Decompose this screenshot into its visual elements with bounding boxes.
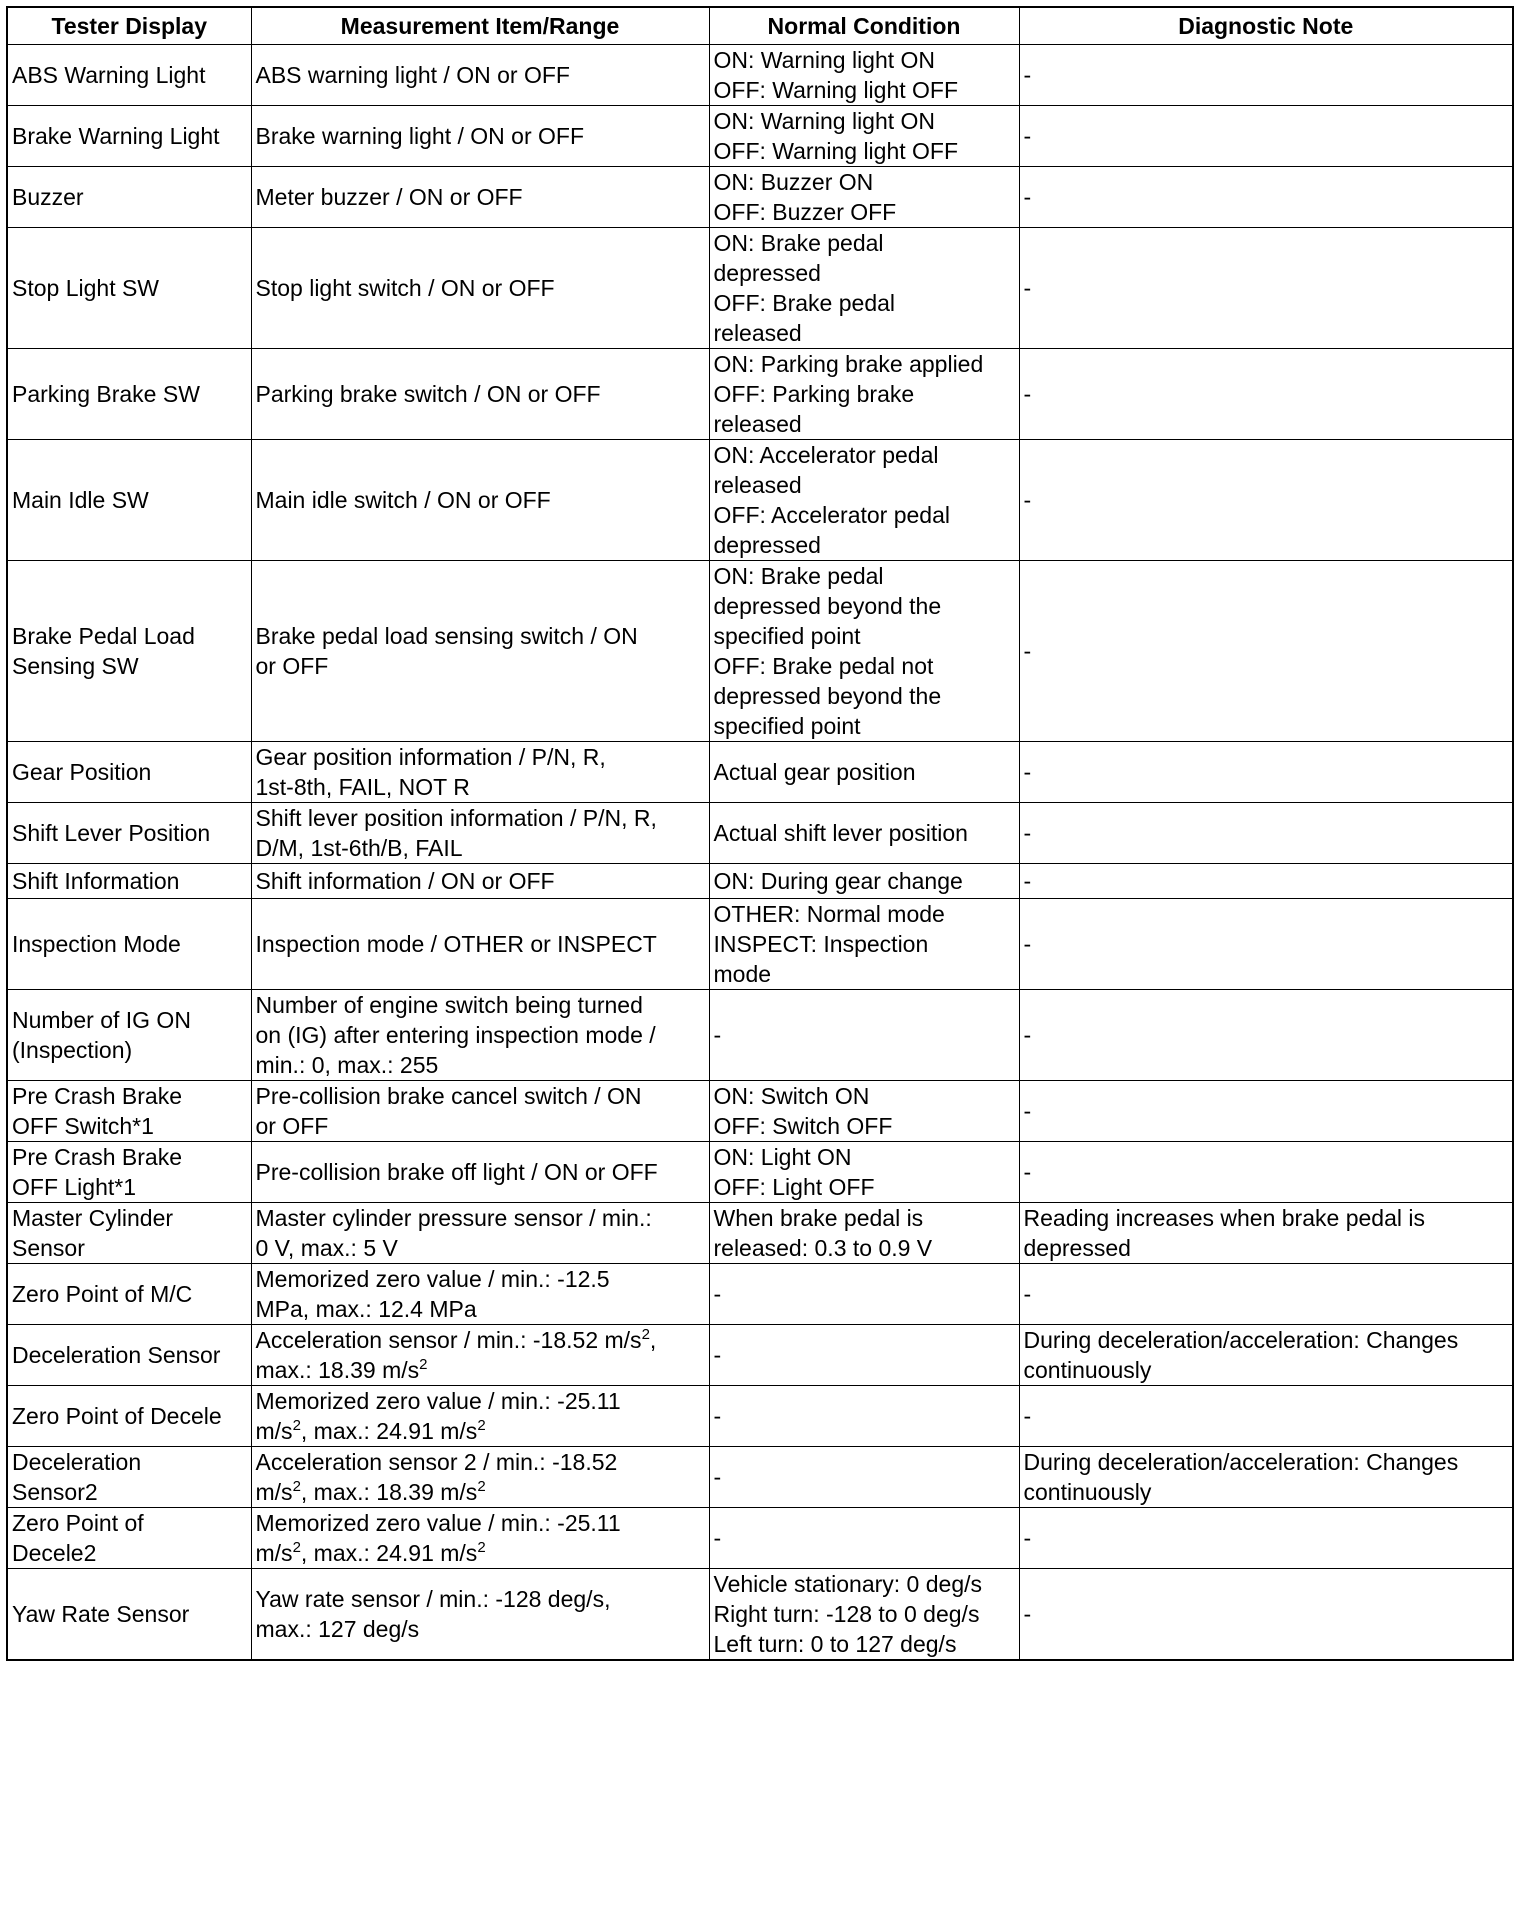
cell-measurement-item: Number of engine switch being turned on (IG) after entering inspection mode / min.: 0, max.: 255 bbox=[251, 989, 709, 1080]
header-normal-condition: Normal Condition bbox=[709, 7, 1019, 44]
cell-diagnostic-note: - bbox=[1019, 1385, 1513, 1446]
cell-normal-condition: ON: Light ON OFF: Light OFF bbox=[709, 1141, 1019, 1202]
table-row bbox=[7, 560, 1513, 741]
cell-diagnostic-note: - bbox=[1019, 802, 1513, 863]
cell-normal-condition: Actual shift lever position bbox=[709, 802, 1019, 863]
table-row bbox=[7, 439, 1513, 560]
table-row bbox=[7, 1080, 1513, 1141]
cell-measurement-item: Yaw rate sensor / min.: -128 deg/s, max.: 127 deg/s bbox=[251, 1568, 709, 1660]
table-row bbox=[7, 802, 1513, 863]
cell-diagnostic-note: - bbox=[1019, 1263, 1513, 1324]
cell-normal-condition: - bbox=[709, 1385, 1019, 1446]
cell-normal-condition: ON: Warning light ON OFF: Warning light OFF bbox=[709, 105, 1019, 166]
table-row bbox=[7, 1446, 1513, 1507]
cell-normal-condition: ON: Brake pedal depressed OFF: Brake pedal released bbox=[709, 227, 1019, 348]
cell-tester-display: Pre Crash Brake OFF Switch*1 bbox=[7, 1080, 251, 1141]
table-row bbox=[7, 1385, 1513, 1446]
cell-normal-condition: Actual gear position bbox=[709, 741, 1019, 802]
cell-diagnostic-note: - bbox=[1019, 348, 1513, 439]
cell-diagnostic-note: - bbox=[1019, 166, 1513, 227]
table-row bbox=[7, 863, 1513, 898]
cell-tester-display: Zero Point of Decele2 bbox=[7, 1507, 251, 1568]
table-row bbox=[7, 741, 1513, 802]
table-row bbox=[7, 1507, 1513, 1568]
cell-diagnostic-note: - bbox=[1019, 227, 1513, 348]
cell-tester-display: Brake Pedal Load Sensing SW bbox=[7, 560, 251, 741]
cell-tester-display: Stop Light SW bbox=[7, 227, 251, 348]
cell-measurement-item: Acceleration sensor / min.: -18.52 $m/s^2$, max.: 18.39 $m/s^2$ bbox=[251, 1324, 709, 1385]
cell-tester-display: Number of IG ON (Inspection) bbox=[7, 989, 251, 1080]
cell-measurement-item: Memorized zero value / min.: -25.11 $m/s^2$, max.: 24.91 $m/s^2$ bbox=[251, 1385, 709, 1446]
cell-measurement-item: Brake pedal load sensing switch / ON or OFF bbox=[251, 560, 709, 741]
cell-diagnostic-note: - bbox=[1019, 1080, 1513, 1141]
cell-tester-display: Deceleration Sensor2 bbox=[7, 1446, 251, 1507]
cell-diagnostic-note: During deceleration/acceleration: Changes continuously bbox=[1019, 1324, 1513, 1385]
cell-tester-display: Master Cylinder Sensor bbox=[7, 1202, 251, 1263]
table-row bbox=[7, 348, 1513, 439]
cell-normal-condition: OTHER: Normal mode INSPECT: Inspection mode bbox=[709, 898, 1019, 989]
cell-diagnostic-note: - bbox=[1019, 741, 1513, 802]
table-row bbox=[7, 898, 1513, 989]
cell-tester-display: Shift Lever Position bbox=[7, 802, 251, 863]
cell-tester-display: Gear Position bbox=[7, 741, 251, 802]
cell-tester-display: Zero Point of Decele bbox=[7, 1385, 251, 1446]
table-body bbox=[7, 44, 1513, 1660]
cell-normal-condition: ON: Switch ON OFF: Switch OFF bbox=[709, 1080, 1019, 1141]
cell-normal-condition: ON: Parking brake applied OFF: Parking brake released bbox=[709, 348, 1019, 439]
cell-measurement-item: Inspection mode / OTHER or INSPECT bbox=[251, 898, 709, 989]
cell-normal-condition: - bbox=[709, 989, 1019, 1080]
cell-measurement-item: Brake warning light / ON or OFF bbox=[251, 105, 709, 166]
table-header-row bbox=[7, 7, 1513, 44]
table-row bbox=[7, 166, 1513, 227]
document-page bbox=[6, 6, 1514, 1661]
cell-diagnostic-note: - bbox=[1019, 560, 1513, 741]
cell-tester-display: Main Idle SW bbox=[7, 439, 251, 560]
table-row bbox=[7, 1141, 1513, 1202]
cell-diagnostic-note: - bbox=[1019, 439, 1513, 560]
cell-diagnostic-note: - bbox=[1019, 105, 1513, 166]
cell-normal-condition: ON: During gear change bbox=[709, 863, 1019, 898]
cell-normal-condition: - bbox=[709, 1446, 1019, 1507]
cell-normal-condition: ON: Accelerator pedal released OFF: Accelerator pedal depressed bbox=[709, 439, 1019, 560]
cell-measurement-item: Pre-collision brake cancel switch / ON or OFF bbox=[251, 1080, 709, 1141]
table-row bbox=[7, 989, 1513, 1080]
cell-measurement-item: Memorized zero value / min.: -12.5 MPa, max.: 12.4 MPa bbox=[251, 1263, 709, 1324]
data-list-table bbox=[6, 6, 1514, 1661]
table-row bbox=[7, 1568, 1513, 1660]
table-row bbox=[7, 1324, 1513, 1385]
cell-normal-condition: ON: Warning light ON OFF: Warning light OFF bbox=[709, 44, 1019, 105]
header-diagnostic-note: Diagnostic Note bbox=[1019, 7, 1513, 44]
cell-tester-display: Pre Crash Brake OFF Light*1 bbox=[7, 1141, 251, 1202]
cell-tester-display: Shift Information bbox=[7, 863, 251, 898]
cell-tester-display: Deceleration Sensor bbox=[7, 1324, 251, 1385]
cell-diagnostic-note: - bbox=[1019, 989, 1513, 1080]
cell-measurement-item: Memorized zero value / min.: -25.11 $m/s^2$, max.: 24.91 $m/s^2$ bbox=[251, 1507, 709, 1568]
table-row bbox=[7, 1263, 1513, 1324]
cell-normal-condition: Vehicle stationary: 0 deg/s Right turn: -128 to 0 deg/s Left turn: 0 to 127 deg/s bbox=[709, 1568, 1019, 1660]
cell-normal-condition: - bbox=[709, 1263, 1019, 1324]
cell-measurement-item: Parking brake switch / ON or OFF bbox=[251, 348, 709, 439]
cell-measurement-item: Stop light switch / ON or OFF bbox=[251, 227, 709, 348]
cell-diagnostic-note: - bbox=[1019, 863, 1513, 898]
cell-diagnostic-note: During deceleration/acceleration: Changes continuously bbox=[1019, 1446, 1513, 1507]
cell-tester-display: Buzzer bbox=[7, 166, 251, 227]
table-row bbox=[7, 1202, 1513, 1263]
table-row bbox=[7, 105, 1513, 166]
cell-measurement-item: Gear position information / P/N, R, 1st-8th, FAIL, NOT R bbox=[251, 741, 709, 802]
cell-tester-display: Inspection Mode bbox=[7, 898, 251, 989]
cell-diagnostic-note: - bbox=[1019, 1507, 1513, 1568]
cell-measurement-item: Pre-collision brake off light / ON or OFF bbox=[251, 1141, 709, 1202]
cell-tester-display: Brake Warning Light bbox=[7, 105, 251, 166]
cell-measurement-item: Master cylinder pressure sensor / min.: 0 V, max.: 5 V bbox=[251, 1202, 709, 1263]
cell-normal-condition: - bbox=[709, 1324, 1019, 1385]
cell-normal-condition: - bbox=[709, 1507, 1019, 1568]
table-row bbox=[7, 227, 1513, 348]
cell-tester-display: ABS Warning Light bbox=[7, 44, 251, 105]
cell-tester-display: Parking Brake SW bbox=[7, 348, 251, 439]
cell-measurement-item: Acceleration sensor 2 / min.: -18.52 $m/s^2$, max.: 18.39 $m/s^2$ bbox=[251, 1446, 709, 1507]
cell-normal-condition: When brake pedal is released: 0.3 to 0.9 V bbox=[709, 1202, 1019, 1263]
cell-diagnostic-note: - bbox=[1019, 1141, 1513, 1202]
table-row bbox=[7, 44, 1513, 105]
header-measurement-item: Measurement Item/Range bbox=[251, 7, 709, 44]
cell-measurement-item: Shift lever position information / P/N, R, D/M, 1st-6th/B, FAIL bbox=[251, 802, 709, 863]
cell-tester-display: Zero Point of M/C bbox=[7, 1263, 251, 1324]
cell-diagnostic-note: - bbox=[1019, 898, 1513, 989]
cell-diagnostic-note: Reading increases when brake pedal is depressed bbox=[1019, 1202, 1513, 1263]
cell-diagnostic-note: - bbox=[1019, 44, 1513, 105]
cell-measurement-item: ABS warning light / ON or OFF bbox=[251, 44, 709, 105]
cell-measurement-item: Main idle switch / ON or OFF bbox=[251, 439, 709, 560]
cell-normal-condition: ON: Brake pedal depressed beyond the specified point OFF: Brake pedal not depressed beyond the specified point bbox=[709, 560, 1019, 741]
header-tester-display: Tester Display bbox=[7, 7, 251, 44]
cell-measurement-item: Meter buzzer / ON or OFF bbox=[251, 166, 709, 227]
cell-tester-display: Yaw Rate Sensor bbox=[7, 1568, 251, 1660]
cell-diagnostic-note: - bbox=[1019, 1568, 1513, 1660]
cell-normal-condition: ON: Buzzer ON OFF: Buzzer OFF bbox=[709, 166, 1019, 227]
cell-measurement-item: Shift information / ON or OFF bbox=[251, 863, 709, 898]
